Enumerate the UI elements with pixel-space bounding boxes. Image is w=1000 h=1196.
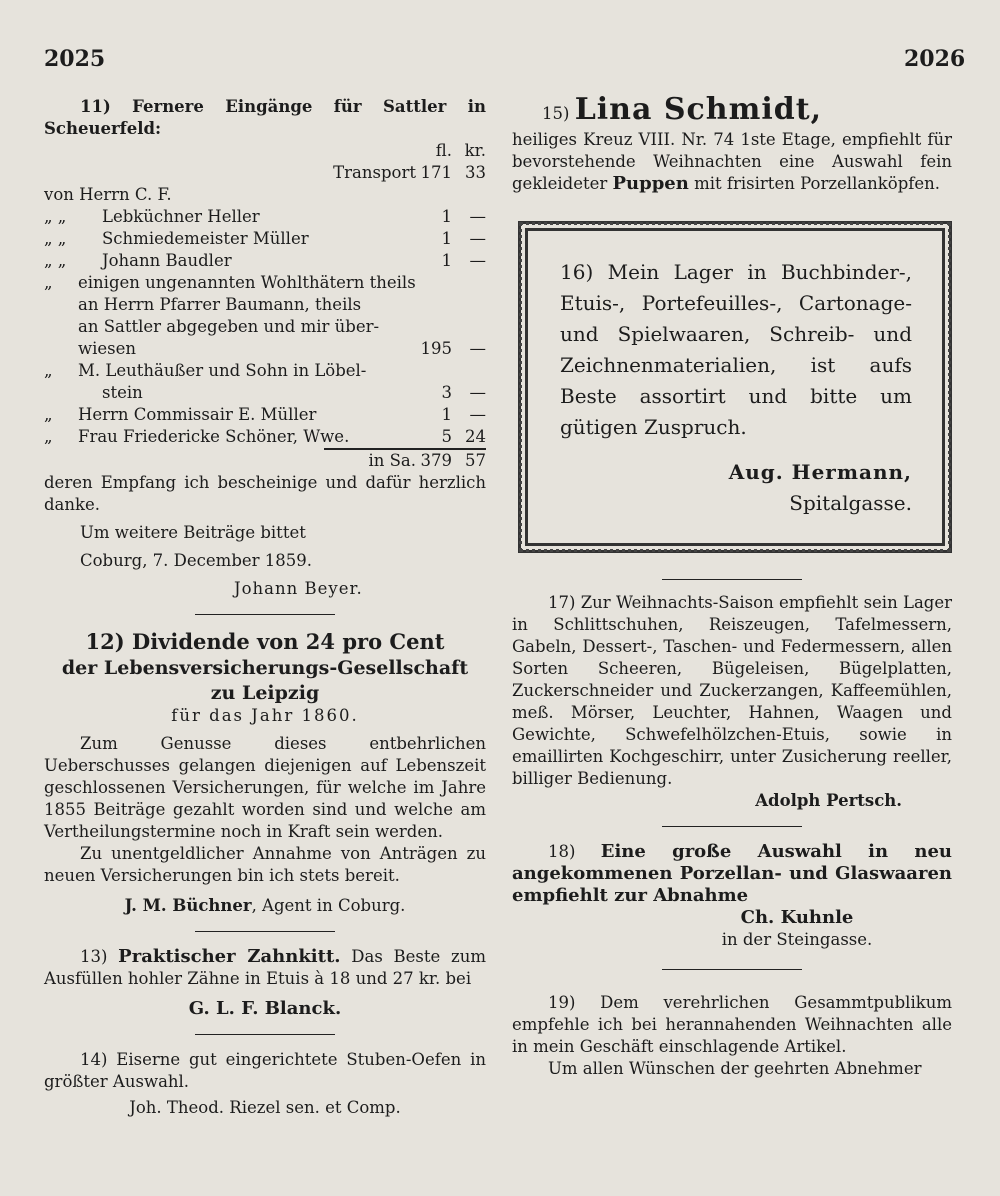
ad-14-signer: Joh. Theod. Riezel sen. et Comp. (129, 1098, 401, 1117)
divider (195, 1034, 335, 1035)
divider (662, 969, 802, 970)
ad-12-body: Zum Genusse dieses entbehrlichen Ueberschusses gelangen diejenigen auf Lebenszeit geschlossenen Versicherungen, für welche im Jahre 1855 Beiträge gezahlt worden sind und welche am Vertheilungstermine noch in Kraft sein werden. (44, 734, 486, 841)
table-row: „ M. Leuthäußer und Sohn in Löbel- (44, 361, 367, 380)
ad-16-signer: Aug. Hermann, (728, 460, 912, 484)
ad-11-heading: 11) Fernere Eingänge für Sattler in Scheuerfeld: (44, 97, 486, 138)
table-row: stein 3 — (102, 383, 486, 402)
ad-18-street: in der Steingasse. (721, 930, 873, 949)
ad-17-signer: Adolph Pertsch. (755, 791, 902, 810)
divider (195, 931, 335, 932)
ad-16-street: Spitalgasse. (789, 491, 912, 515)
table-row: „ „ Lebküchner Heller 1 — (44, 207, 486, 226)
ad-12-title-2: der Lebensversicherungs-Gesellschaft (61, 657, 469, 679)
ad-19-text-2: Um allen Wünschen der geehrten Abnehmer (548, 1059, 922, 1078)
ad-11-request: Um weitere Beiträge bittet (80, 523, 306, 542)
ad-19-text: 19) Dem verehrlichen Gesammtpublikum empfehle ich bei herannahenden Weihnachten alle in mein Geschäft einschlagende Artikel. (512, 993, 952, 1056)
ad-18-kuhnle (512, 841, 952, 951)
ad-12-year: für das Jahr 1860. (171, 706, 359, 725)
ad-11-place-date: Coburg, 7. December 1859. (80, 551, 313, 570)
ad-12-title-1: 12) Dividende von 24 pro Cent (85, 629, 445, 654)
table-row: an Herrn Pfarrer Baumann, theils (78, 295, 362, 314)
ad-14-oefen (44, 1049, 486, 1119)
table-row: wiesen 195 — (78, 339, 486, 358)
page-number-left: 2025 (44, 46, 106, 72)
ad-13-signer: G. L. F. Blanck. (188, 998, 342, 1019)
ad-16-framed-buchbinder (518, 221, 952, 553)
table-row: „ „ Johann Baudler 1 — (44, 251, 486, 270)
table-row: „ einigen ungenannten Wohlthätern theils (44, 273, 416, 292)
ad-13-zahnkitt (44, 946, 486, 1020)
table-row: „ Herrn Commissair E. Müller 1 — (44, 405, 486, 424)
table-sum-row: in Sa. 379 57 (324, 448, 486, 472)
col-header-kr: kr. (464, 141, 486, 160)
ad-18-signer: Ch. Kuhnle (740, 907, 854, 928)
table-row: „ „ Schmiedemeister Müller 1 — (44, 229, 486, 248)
ad-12-title-3: zu Leipzig (210, 682, 320, 704)
divider (195, 614, 335, 615)
ad-11-sattler-donations (44, 96, 486, 600)
divider (662, 579, 802, 580)
table-row: „ Frau Friedericke Schöner, Wwe. 5 24 (44, 427, 486, 446)
ad-12-body-2: Zu unentgeldlicher Annahme von Anträgen zu neuen Versicherungen bin ich stets bereit. (44, 844, 486, 885)
table-row: an Sattler abgegeben und mir über- (78, 317, 380, 336)
ad-15-puppen (512, 92, 952, 195)
col-header-fl: fl. (435, 141, 452, 160)
ad-14-text: 14) Eiserne gut eingerichtete Stuben-Oefen in größter Auswahl. (44, 1050, 486, 1091)
ad-11-thanks: deren Empfang ich bescheinige und dafür herzlich danke. (44, 473, 486, 514)
ad-15-text: heiliges Kreuz VIII. Nr. 74 1ste Etage, empfiehlt für bevorstehende Weihnachten eine Auswahl fein gekleideter Puppen mit frisirten Porzellanköpfen. (512, 130, 952, 194)
divider (662, 826, 802, 827)
ad-15-heading: 15) Lina Schmidt, (542, 92, 823, 127)
ad-12-signature: J. M. Büchner, Agent in Coburg. (124, 896, 406, 915)
ad-17-text: 17) Zur Weihnachts-Saison empfiehlt sein Lager in Schlittschuhen, Reiszeugen, Tafelmessern, Gabeln, Dessert-, Taschen- und Federmessern, allen Sorten Scheeren, Bügeleisen, Bügelplatten, Zuckerschneider und Zuckerzangen, Kaffeemühlen, meß. Mörser, Leuchter, Hahnen, Waagen und Gewichte, Schwefelhölzchen-Etuis, sowie in emaillirten Kochgeschirr, unter Zusicherung reeller, billiger Bedienung. (512, 593, 952, 788)
table-row: Transport 171 33 (333, 163, 486, 182)
ad-13-text: 13) Praktischer Zahnkitt. Das Beste zum Ausfüllen hohler Zähne in Etuis à 18 und 27 kr. bei (44, 946, 486, 988)
ad-11-signer: Johann Beyer. (234, 579, 363, 598)
ad-19-gesammtpublikum (512, 992, 952, 1080)
ad-18-text: 18) Eine große Auswahl in neu angekommenen Porzellan- und Glaswaaren empfiehlt zur Abnahme (512, 841, 953, 906)
ad-17-pertsch (512, 592, 952, 812)
table-row: von Herrn C. F. (44, 185, 172, 204)
right-column (512, 92, 953, 1080)
ad-16-text: 16) Mein Lager in Buchbinder-, Etuis-, Portefeuilles-, Cartonage- und Spielwaaren, Schreib- und Zeichnenmaterialien, ist aufs Beste assortirt und bitte um gütigen Zuspruch. (560, 260, 913, 439)
left-column (44, 96, 486, 1119)
ad-12-dividend (44, 629, 486, 917)
page-number-right: 2026 (904, 46, 966, 72)
table-header (44, 140, 486, 162)
